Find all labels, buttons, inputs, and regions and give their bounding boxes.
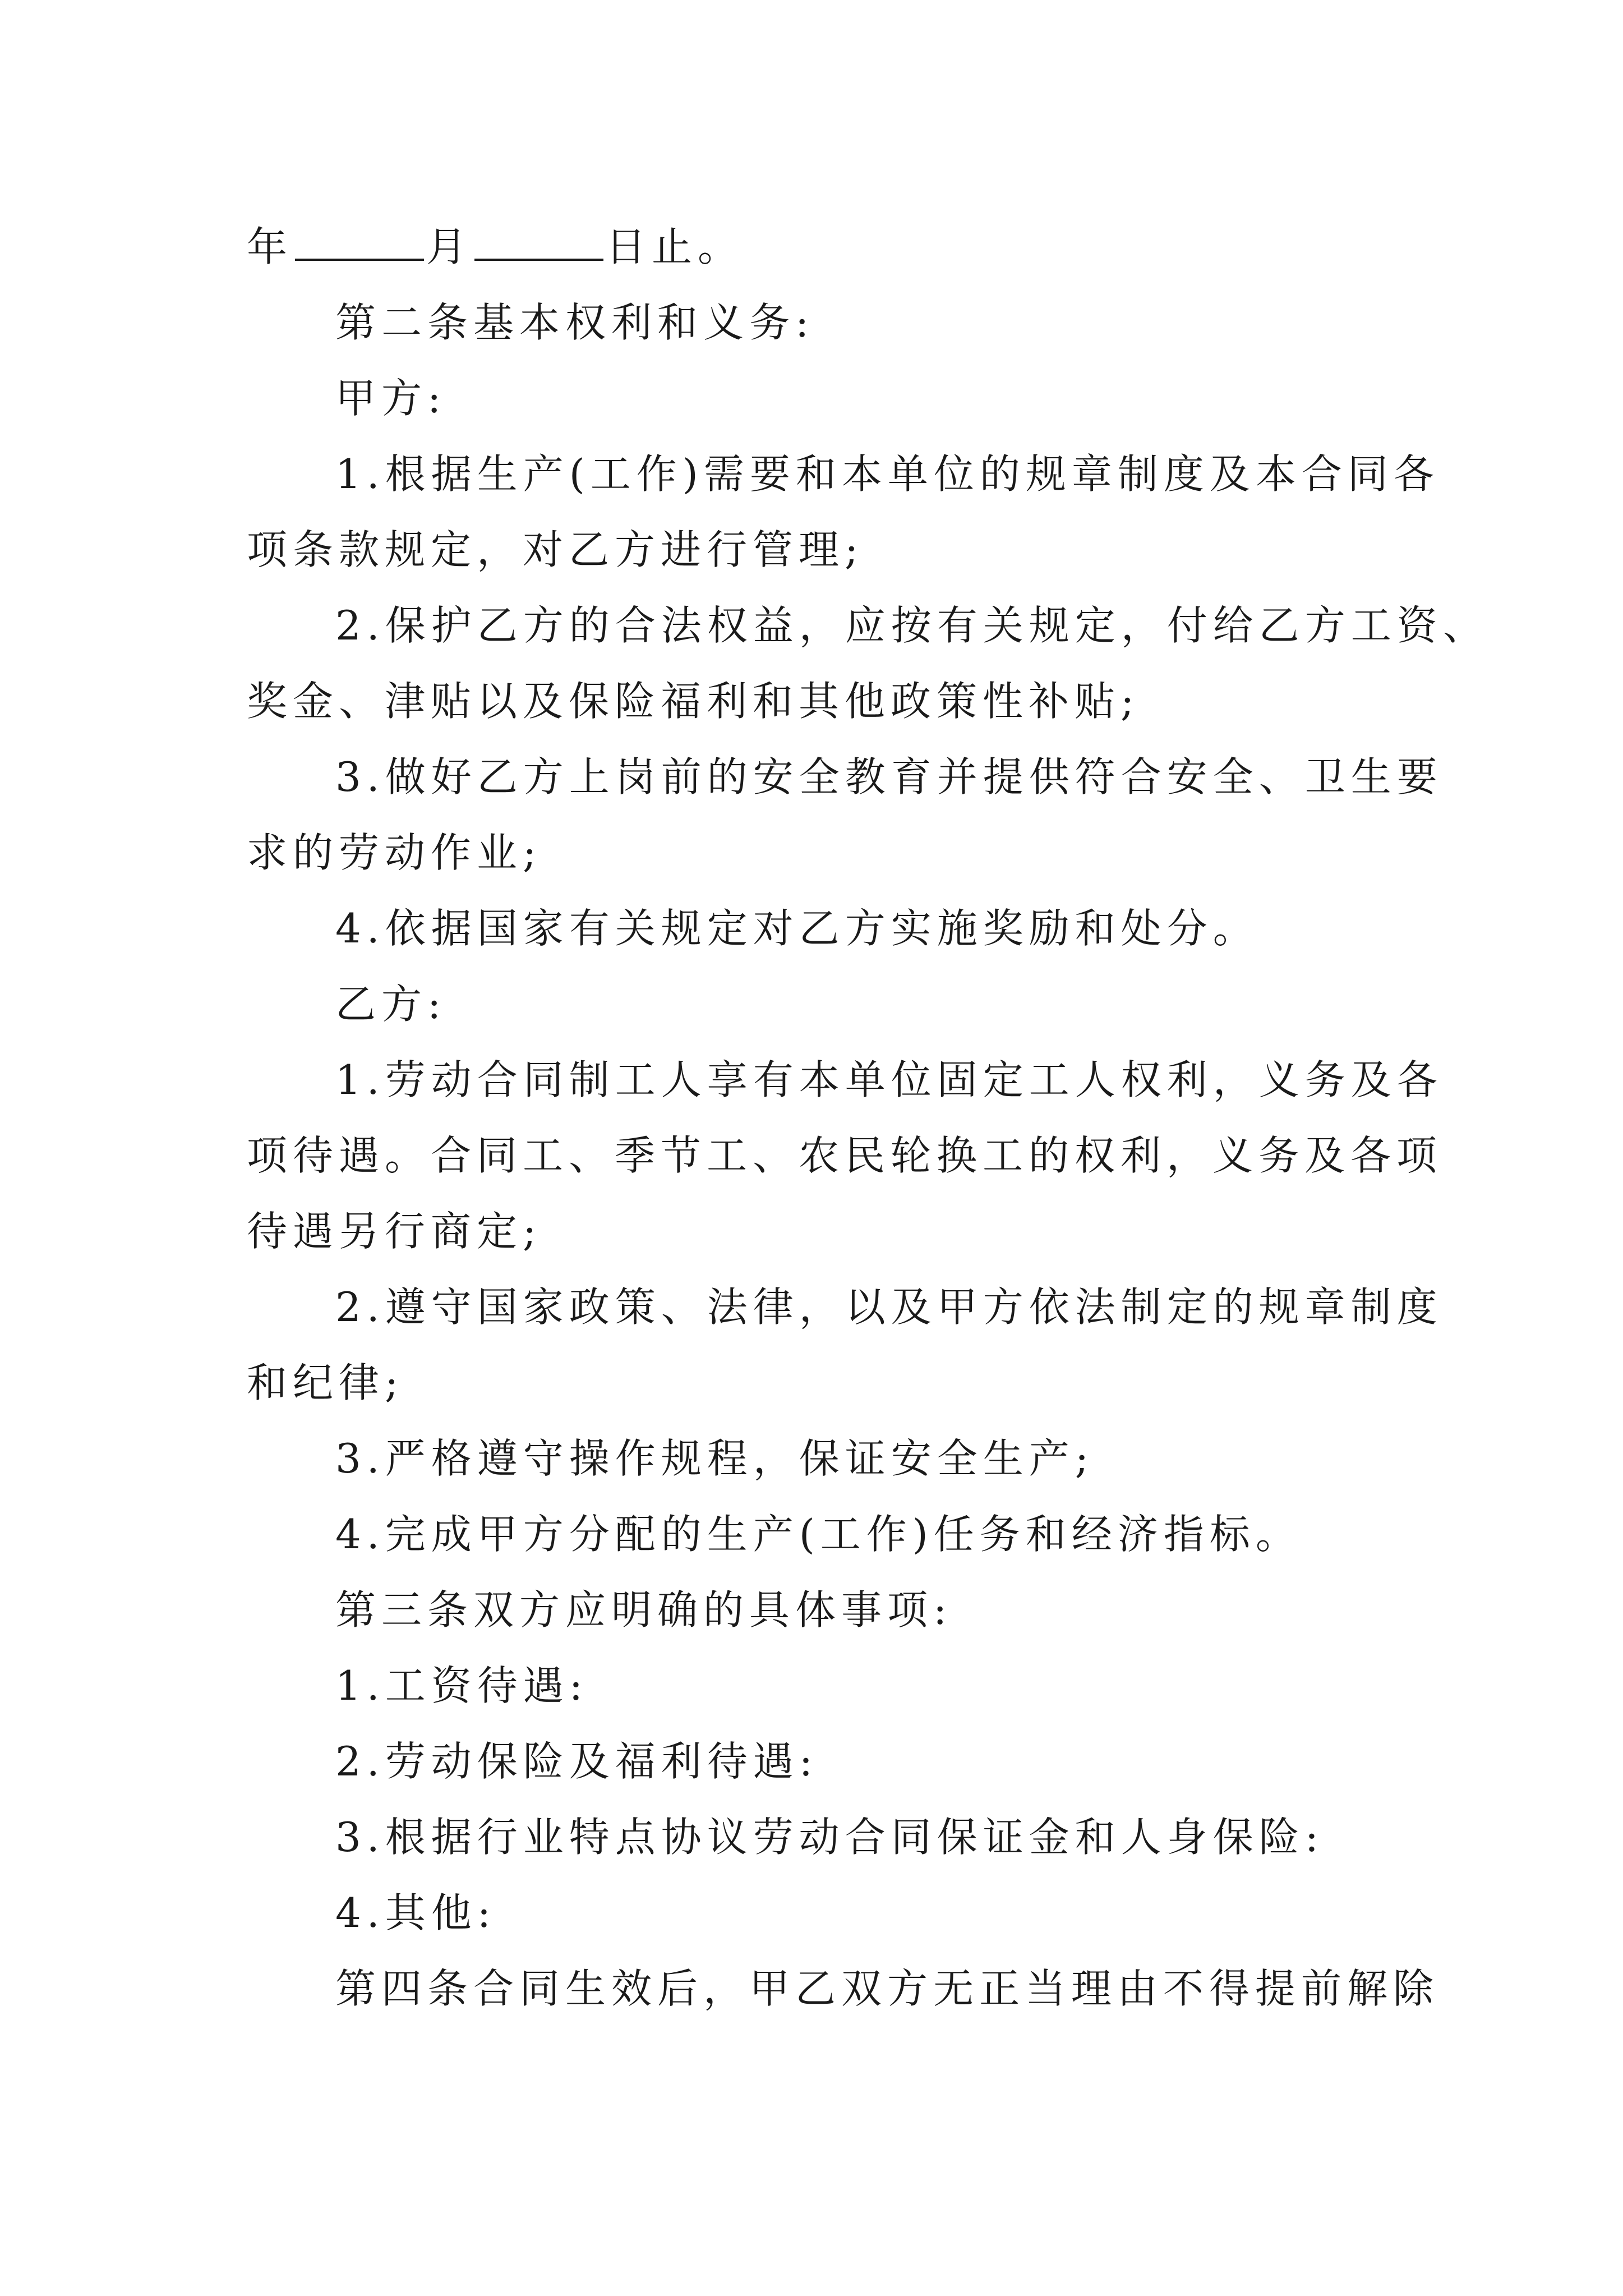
party-b-item-1-cont-2: 待遇另行商定; [247,1208,542,1255]
party-a-heading: 甲方: [335,375,447,422]
article-2-heading: 第二条基本权利和义务: [335,299,815,346]
party-b-item-2-cont: 和纪律; [247,1359,404,1406]
day-end-text: 日止。 [606,223,744,270]
party-b-item-2: 2.遵守国家政策、法律，以及甲方依法制定的规章制度 [335,1283,1443,1331]
year-text: 年 [247,223,293,270]
month-text: 月 [426,223,473,270]
party-a-item-1-cont: 项条款规定，对乙方进行管理; [247,526,864,573]
party-a-item-1: 1.根据生产(工作)需要和本单位的规章制度及本合同各 [335,450,1440,498]
party-a-item-2: 2.保护乙方的合法权益，应按有关规定，付给乙方工资、 [335,602,1489,649]
party-a-item-4: 4.依据国家有关规定对乙方实施奖励和处分。 [335,905,1259,952]
article-3-item-4: 4.其他: [335,1889,496,1936]
month-blank [295,219,424,261]
party-b-item-4: 4.完成甲方分配的生产(工作)任务和经济指标。 [335,1511,1302,1558]
day-blank [474,219,603,261]
party-b-heading: 乙方: [335,981,447,1028]
article-3-item-1: 1.工资待遇: [335,1662,588,1709]
article-3-item-3: 3.根据行业特点协议劳动合同保证金和人身保险: [335,1814,1324,1861]
party-a-item-3-cont: 求的劳动作业; [247,829,542,876]
article-3-item-2: 2.劳动保险及福利待遇: [335,1738,818,1785]
party-b-item-3: 3.严格遵守操作规程，保证安全生产; [335,1435,1094,1482]
date-line [0,213,1623,280]
article-4-heading: 第四条合同生效后，甲乙双方无正当理由不得提前解除 [335,1965,1440,2012]
party-b-item-1-cont: 项待遇。合同工、季节工、农民轮换工的权利，义务及各项 [247,1132,1443,1179]
party-b-item-1: 1.劳动合同制工人享有本单位固定工人权利，义务及各 [335,1056,1443,1103]
article-3-heading: 第三条双方应明确的具体事项: [335,1586,953,1634]
party-a-item-2-cont: 奖金、津贴以及保险福利和其他政策性补贴; [247,678,1140,725]
party-a-item-3: 3.做好乙方上岗前的安全教育并提供符合安全、卫生要 [335,753,1443,800]
